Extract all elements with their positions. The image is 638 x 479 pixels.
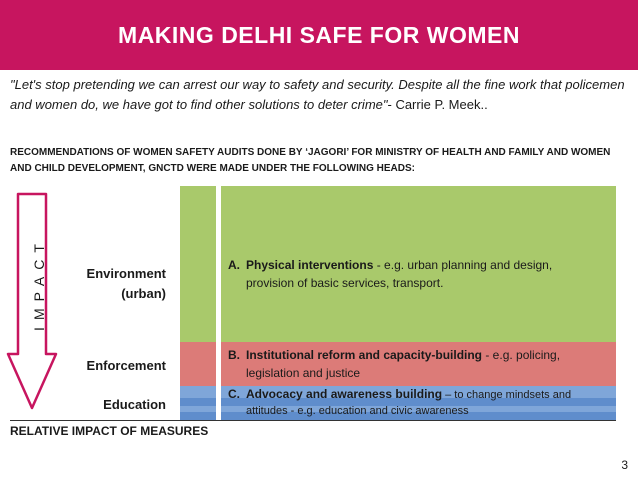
recommendation-heading: RECOMMENDATIONS OF WOMEN SAFETY AUDITS DONE BY ‘JAGORI’ FOR MINISTRY OF HEALTH AND FAMILY AND WOMEN AND CHILD DEVELOPMENT, GNCTD WERE MADE UNDER THE FOLLOWING HEADS: bbox=[10, 147, 611, 174]
row-label-environment-line2: (urban) bbox=[121, 286, 166, 301]
quote-text: "Let's stop pretending we can arrest our way to safety and security. Despite all the fine work that policemen and women do, we have got to find other solutions to deter crime" bbox=[10, 77, 625, 112]
recommendation-b-detail: - e.g. policing, legislation and justice bbox=[246, 348, 561, 380]
recommendation-b-letter: B. bbox=[228, 348, 240, 362]
baseline-rule bbox=[10, 420, 616, 421]
column-divider bbox=[216, 184, 221, 420]
recommendation-a-detail: - e.g. urban planning and design, provision of basic services, transport. bbox=[246, 258, 553, 290]
recommendation-a-title: Physical interventions bbox=[246, 258, 374, 272]
impact-label: IMPACT bbox=[31, 237, 47, 331]
recommendation-c-title: Advocacy and awareness building bbox=[246, 387, 443, 401]
row-label-environment-line1: Environment bbox=[86, 266, 166, 281]
recommendation-c bbox=[228, 387, 603, 419]
row-label-enforcement: Enforcement bbox=[86, 358, 166, 373]
row-label-environment bbox=[66, 264, 166, 304]
recommendation-b bbox=[228, 346, 603, 382]
recommendation-c-letter: C. bbox=[228, 387, 240, 401]
recommendation-a bbox=[228, 256, 603, 292]
page-number: 3 bbox=[621, 458, 628, 472]
quote-author: - Carrie P. Meek.. bbox=[387, 97, 488, 112]
recommendation-b-title: Institutional reform and capacity-building bbox=[246, 348, 483, 362]
axis-label: RELATIVE IMPACT OF MEASURES bbox=[10, 424, 209, 438]
recommendation-c-detail: – to change mindsets and attitudes - e.g. education and civic awareness bbox=[246, 389, 572, 417]
page-title: MAKING DELHI SAFE FOR WOMEN bbox=[118, 22, 520, 48]
recommendation-a-letter: A. bbox=[228, 258, 240, 272]
quote-block bbox=[10, 75, 630, 115]
row-label-education: Education bbox=[103, 397, 166, 412]
